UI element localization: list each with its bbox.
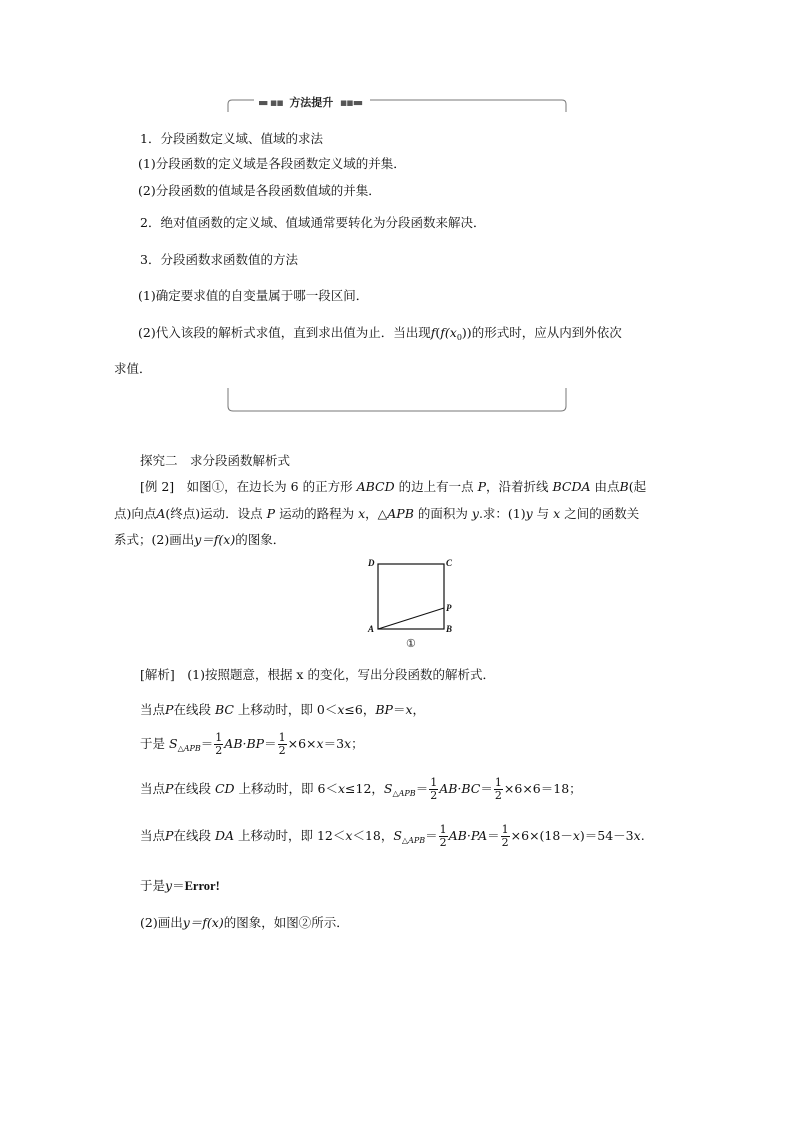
method-item3-b-cont: 求值． xyxy=(114,361,152,376)
method-item1-a: (1)分段函数的定义域是各段函数定义域的并集． xyxy=(138,156,406,171)
example-line2: 点)向点A(终点)运动．设点 P 运动的路程为 x，△APB 的面积为 y.求：(1)y 与 x 之间的函数关 xyxy=(114,506,640,521)
solution-line4: 当点P在线段 CD 上移动时，即 6＜x≤12，$S_{\triangle APB}=$ $\frac{1}{2}$ AB·BC＝ $\frac{1}{2}$ ×6×6＝18； xyxy=(140,776,582,802)
fraction-half: $\frac{1}{2}$ xyxy=(278,731,286,757)
figure-caption: ① xyxy=(406,638,416,650)
error-text: Error! xyxy=(184,879,220,893)
label-d: D xyxy=(368,558,375,568)
method-box-header: ▬ ▪▪ 方法提升 ▪▪▬ xyxy=(258,96,363,109)
solution-line6: 于是y＝Error! xyxy=(140,878,220,893)
example-line3: 系式；(2)画出y＝f(x)的图象． xyxy=(114,532,286,547)
fraction-half: $\frac{1}{2}$ xyxy=(501,823,509,849)
method-item3-title: 3．分段函数求函数值的方法 xyxy=(140,252,298,267)
method-box-title: 方法提升 xyxy=(289,96,334,109)
solution-line7: (2)画出y＝f(x)的图象，如图②所示． xyxy=(140,915,349,930)
square-figure xyxy=(364,555,464,651)
solution-line5: 当点P在线段 DA 上移动时，即 12＜x＜18，$S_{\triangle APB}=$ $\frac{1}{2}$ AB·PA＝ $\frac{1}{2}$ ×6×(18－x)＝54－3x. xyxy=(140,823,645,849)
label-b: B xyxy=(446,624,453,634)
segment-ap xyxy=(378,608,444,629)
fraction-half: $\frac{1}{2}$ xyxy=(439,823,447,849)
example-line1: [例 2] 如图①，在边长为 6 的正方形 ABCD 的边上有一点 P，沿着折线 BCDA 由点B(起 xyxy=(140,479,647,494)
section-heading: 探究二 求分段函数解析式 xyxy=(140,453,291,468)
label-c: C xyxy=(446,558,453,568)
method-item3-b: (2)代入该段的解析式求值，直到求出值为止．当出现$f(f(x_0))$的形式时，应从内到外依次 xyxy=(138,325,622,342)
fraction-half: $\frac{1}{2}$ xyxy=(494,776,502,802)
solution-line2: 当点P在线段 BC 上移动时，即 0＜x≤6，BP＝x， xyxy=(140,702,426,717)
label-p: P xyxy=(446,603,452,613)
fraction-half: $\frac{1}{2}$ xyxy=(430,776,438,802)
label-a: A xyxy=(368,624,375,634)
method-item2: 2．绝对值函数的定义域、值域通常要转化为分段函数来解决． xyxy=(140,215,486,230)
method-item3-a: (1)确定要求值的自变量属于哪一段区间． xyxy=(138,288,369,303)
fraction-half: $\frac{1}{2}$ xyxy=(215,731,223,757)
solution-line3: 于是 $S_{\triangle APB}=$ $\frac{1}{2}$ AB·BP＝ $\frac{1}{2}$ ×6×x＝3x； xyxy=(140,731,364,757)
method-item1-b: (2)分段函数的值域是各段函数值域的并集． xyxy=(138,183,381,198)
solution-line1: [解析] (1)按照题意，根据 x 的变化，写出分段函数的解析式． xyxy=(140,667,495,682)
method-item1-title: 1．分段函数定义域、值域的求法 xyxy=(140,131,323,146)
square-abcd xyxy=(378,564,444,629)
